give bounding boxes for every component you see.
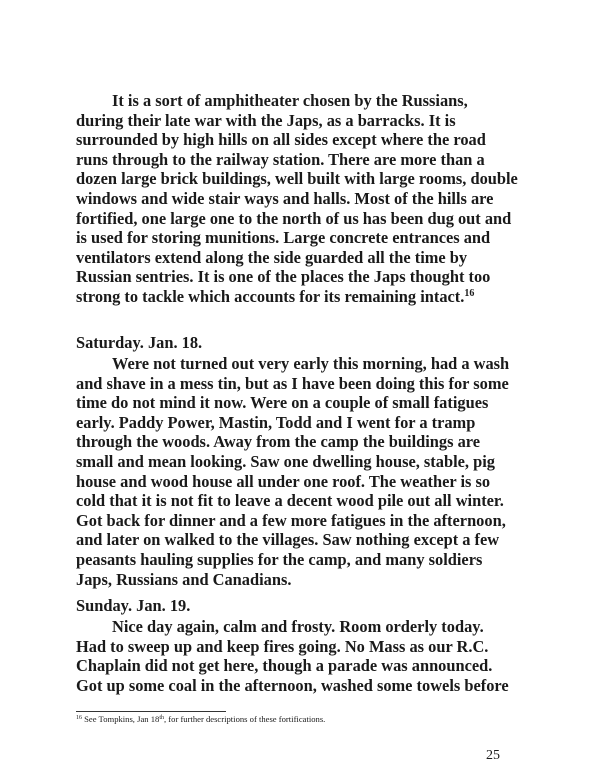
text-line: Russian sentries. It is one of the places the Japs thought too — [76, 267, 491, 287]
text-line: time do not mind it now. Were on a couple of small fatigues — [76, 393, 489, 413]
text-line: Japs, Russians and Canadians. — [76, 569, 292, 589]
footnote-ordinal-suffix: th — [159, 715, 164, 721]
text-line: ventilators extend along the side guarded all the time by — [76, 247, 468, 267]
text-line: through the woods. Away from the camp the buildings are — [76, 432, 481, 452]
text-line: Had to sweep up and keep fires going. No Mass as our R.C. — [76, 636, 489, 656]
paragraph-sunday — [76, 617, 546, 695]
text-line: runs through to the railway station. There are more than a — [76, 149, 485, 169]
text-line: cold that it is not fit to leave a decent wood pile out all winter. — [76, 491, 504, 511]
text-line: peasants hauling supplies for the camp, and many soldiers — [76, 549, 483, 569]
text-line: is used for storing munitions. Large concrete entrances and — [76, 228, 491, 248]
footnote-text-start: See Tompkins, Jan 18 — [84, 714, 160, 724]
footnote-number: 16 — [76, 715, 82, 721]
entry-heading-sunday: Sunday. Jan. 19. — [76, 596, 191, 615]
text-line: Chaplain did not get here, though a parade was announced. — [76, 656, 493, 676]
footnote — [76, 714, 325, 724]
text-line: fortified, one large one to the north of us has been dug out and — [76, 208, 512, 228]
text-line: windows and wide stair ways and halls. Most of the hills are — [76, 188, 494, 208]
text-line: It is a sort of amphitheater chosen by the Russians, — [112, 91, 468, 110]
text-line: strong to tackle which accounts for its remaining intact. — [76, 286, 465, 306]
paragraph-saturday — [76, 354, 546, 589]
paragraph-amphitheater — [76, 91, 546, 307]
text-line: small and mean looking. Saw one dwelling house, stable, pig — [76, 451, 495, 471]
text-line: during their late war with the Japs, as a barracks. It is — [76, 110, 456, 130]
text-line: dozen large brick buildings, well built with large rooms, double — [76, 169, 518, 189]
text-line: and shave in a mess tin, but as I have been doing this for some — [76, 373, 509, 393]
text-line: house and wood house all under one roof. The weather is so — [76, 471, 491, 491]
footnote-text-end: , for further descriptions of these fortifications. — [163, 714, 326, 724]
footnote-separator — [76, 711, 226, 712]
text-line: Got back for dinner and a few more fatigues in the afternoon, — [76, 510, 506, 530]
text-line: surrounded by high hills on all sides except where the road — [76, 130, 486, 150]
text-line: and later on walked to the villages. Saw nothing except a few — [76, 530, 500, 550]
text-line-last — [76, 287, 546, 307]
text-line: early. Paddy Power, Mastin, Todd and I went for a tramp — [76, 412, 476, 432]
text-line: Got up some coal in the afternoon, washed some towels before — [76, 675, 509, 695]
entry-heading-saturday: Saturday. Jan. 18. — [76, 333, 203, 352]
footnote-reference[interactable]: 16 — [464, 287, 475, 299]
text-line: Nice day again, calm and frosty. Room orderly today. — [112, 617, 484, 636]
text-line: Were not turned out very early this morning, had a wash — [112, 354, 510, 373]
page-number: 25 — [486, 748, 500, 763]
